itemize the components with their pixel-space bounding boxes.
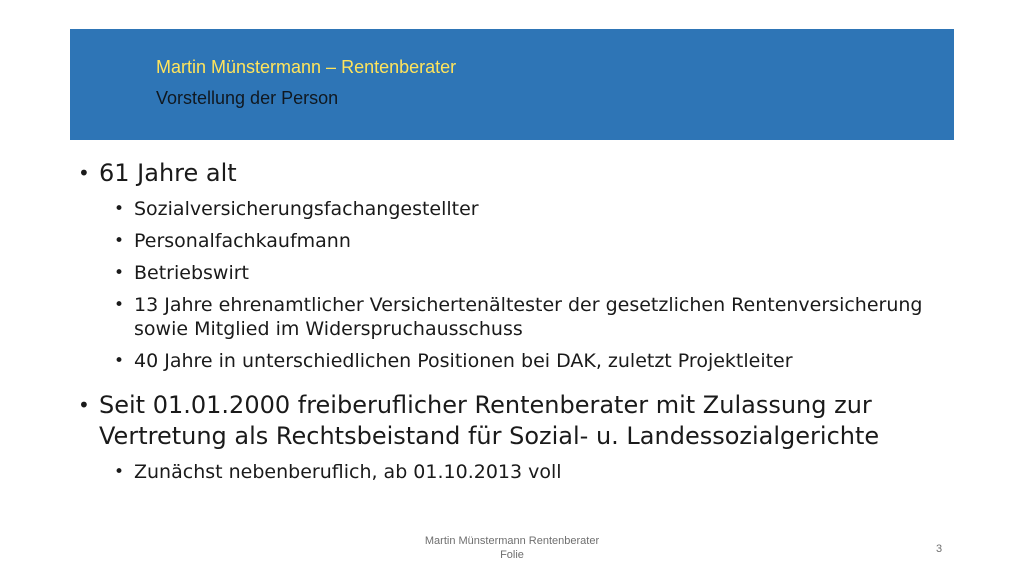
sub-bullet-text: Personalfachkaufmann <box>134 230 351 252</box>
sub-bullet-item <box>114 460 938 484</box>
bullet-icon: • <box>114 199 125 219</box>
sub-bullet-text: Sozialversicherungsfachangestellter <box>134 198 479 220</box>
page-number: 3 <box>936 543 943 555</box>
sub-bullet-item <box>114 197 938 221</box>
sub-bullet-text: 13 Jahre ehrenamtlicher Versichertenältester der gesetzlichen Rentenversicherung sowie Mitglied im Widerspruchausschuss <box>134 294 923 340</box>
slide-title: Martin Münstermann – Rentenberater <box>156 57 457 77</box>
sub-bullet-text: 40 Jahre in unterschiedlichen Positionen bei DAK, zuletzt Projektleiter <box>134 350 793 372</box>
sub-bullet-item <box>114 349 938 373</box>
sub-bullet-text: Zunächst nebenberuflich, ab 01.10.2013 voll <box>134 461 562 483</box>
bullet-icon: • <box>114 295 125 315</box>
sub-bullet-item <box>114 293 938 341</box>
bullet-icon: • <box>78 393 90 417</box>
bullet-icon: • <box>78 161 90 185</box>
sub-bullet-item <box>114 229 938 253</box>
footer-text <box>382 534 642 562</box>
bullet-text: 61 Jahre alt <box>99 159 237 187</box>
bullet-text: Seit 01.01.2000 freiberuflicher Rentenberater mit Zulassung zur Vertretung als Rechtsbeistand für Sozial- u. Landessozialgerichte <box>99 391 880 450</box>
bullet-list <box>78 154 938 484</box>
footer-line-author: Martin Münstermann Rentenberater <box>424 535 600 547</box>
bullet-icon: • <box>114 351 125 371</box>
bullet-icon: • <box>114 462 125 482</box>
bullet-item-age <box>78 158 938 189</box>
title-banner <box>70 29 954 140</box>
sub-bullet-text: Betriebswirt <box>134 262 249 284</box>
slide-subtitle: Vorstellung der Person <box>156 88 339 108</box>
bullet-icon: • <box>114 263 125 283</box>
bullet-icon: • <box>114 231 125 251</box>
bullet-item-career <box>78 390 938 452</box>
sub-bullet-item <box>114 261 938 285</box>
footer-line-label: Folie <box>500 549 524 561</box>
